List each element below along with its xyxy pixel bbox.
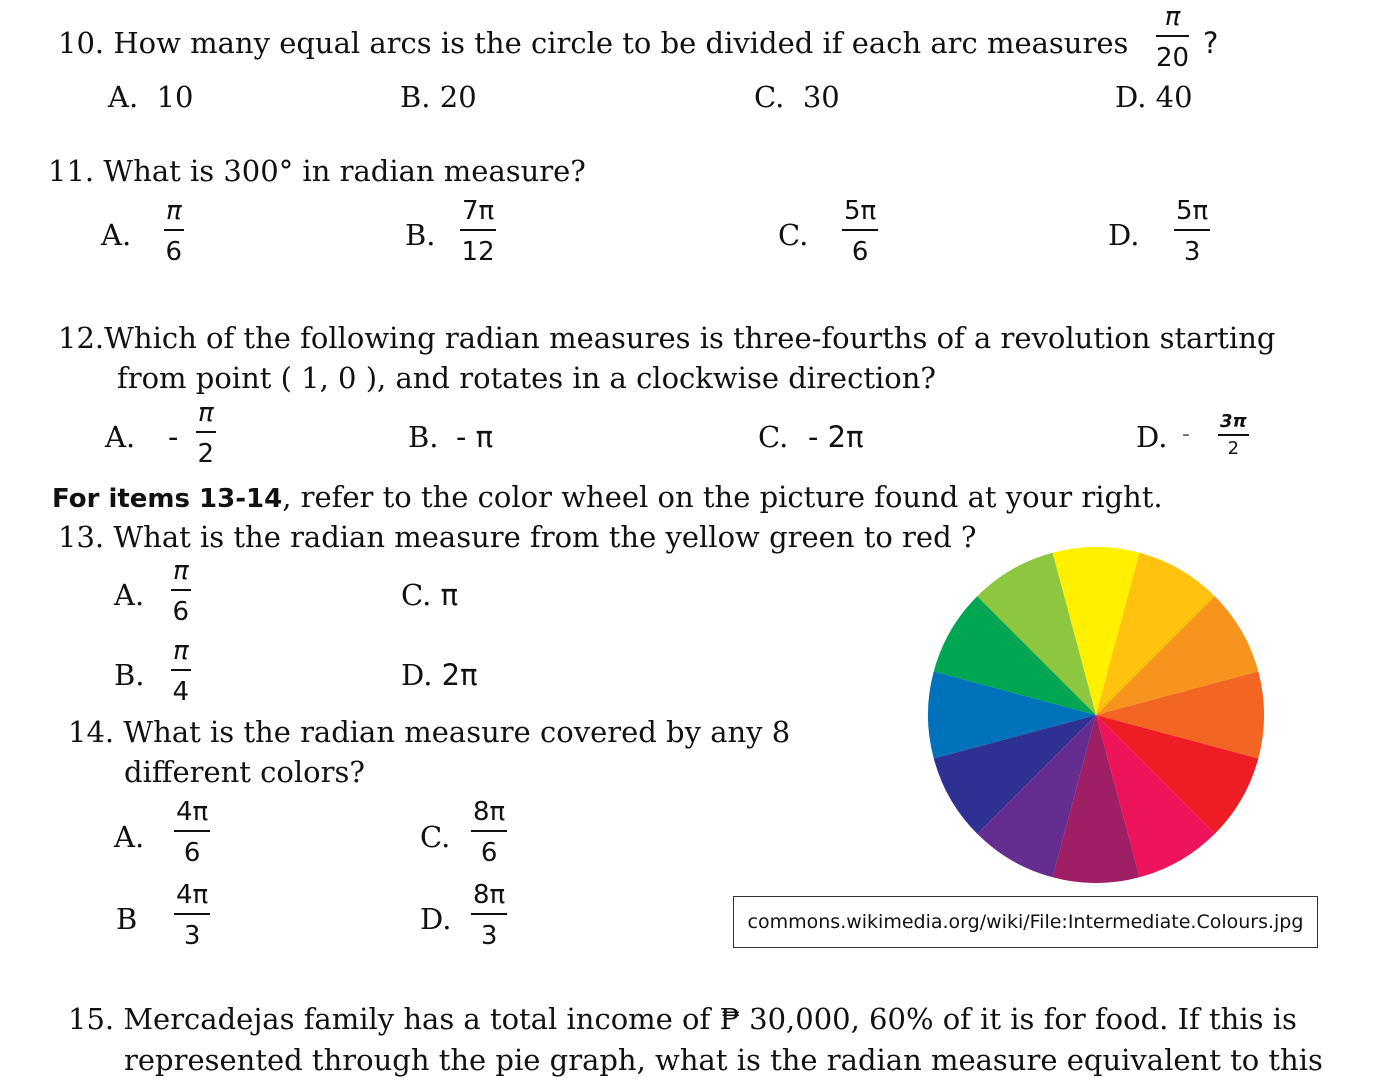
- image-credit[interactable]: commons.wikimedia.org/wiki/File:Intermediate.Colours.jpg: [733, 896, 1318, 948]
- q12-option-d-letter[interactable]: D.: [1136, 420, 1168, 454]
- fraction-bar: [471, 830, 507, 832]
- q14-option-b-fraction[interactable]: [174, 880, 210, 951]
- frac-num: 7π: [462, 196, 495, 226]
- q13-text: 13. What is the radian measure from the yellow green to red ?: [58, 520, 977, 554]
- q10-option-c[interactable]: [754, 80, 840, 114]
- q13-option-d[interactable]: [401, 658, 478, 692]
- q11-option-c-fraction[interactable]: [842, 196, 878, 267]
- q12-option-b-value[interactable]: - π: [456, 420, 494, 454]
- q12-option-c-value[interactable]: - 2π: [808, 420, 864, 454]
- q12-text-line2: from point ( 1, 0 ), and rotates in a clockwise direction?: [117, 361, 936, 395]
- q13-option-c[interactable]: [401, 578, 458, 612]
- q10-option-a[interactable]: [108, 80, 194, 114]
- q12-option-c-letter[interactable]: C.: [758, 420, 789, 454]
- q14-option-c-letter[interactable]: C.: [420, 820, 451, 854]
- q12-option-d-fraction[interactable]: [1218, 412, 1249, 459]
- q14-option-b-letter[interactable]: B: [116, 902, 138, 936]
- fraction-bar: [171, 589, 191, 591]
- frac-num: 8π: [473, 880, 506, 910]
- frac-den: 2: [197, 439, 215, 469]
- items-13-14-note: [52, 480, 1163, 516]
- q14-text-line1: 14. What is the radian measure covered by any 8: [68, 715, 791, 749]
- q13-option-a-letter[interactable]: A.: [114, 578, 145, 612]
- note-bold: For items 13-14: [52, 484, 283, 514]
- q15-text-line1: 15. Mercadejas family has a total income of ₱ 30,000, 60% of it is for food. If this is: [68, 1002, 1297, 1036]
- option-value: 40: [1155, 80, 1193, 114]
- q10-fraction: [1156, 2, 1189, 73]
- q11-option-a-fraction[interactable]: [164, 196, 184, 267]
- fraction-bar: [1218, 434, 1249, 436]
- fraction-bar: [471, 913, 507, 915]
- q11-option-a-letter[interactable]: A.: [101, 218, 132, 252]
- q13-option-b-fraction[interactable]: [171, 636, 191, 707]
- q13-option-b-letter[interactable]: B.: [114, 658, 145, 692]
- fraction-bar: [1174, 229, 1210, 231]
- q12-text-line1: 12.Which of the following radian measures is three-fourths of a revolution starting: [58, 321, 1276, 355]
- q10-frac-num: π: [1164, 2, 1181, 32]
- frac-den: 3: [1183, 237, 1201, 267]
- option-value: 20: [439, 80, 477, 114]
- q12-option-b-letter[interactable]: B.: [408, 420, 439, 454]
- q10-frac-den: 20: [1156, 43, 1190, 73]
- q14-option-a-fraction[interactable]: [174, 797, 210, 868]
- frac-den: 6: [172, 597, 190, 627]
- option-value: 2π: [441, 658, 478, 692]
- frac-den: 6: [480, 838, 498, 868]
- option-letter: B.: [400, 80, 431, 114]
- frac-den: 3: [480, 921, 498, 951]
- q11-option-b-fraction[interactable]: [460, 196, 496, 267]
- frac-den: 6: [851, 237, 869, 267]
- frac-den: 4: [172, 677, 190, 707]
- frac-num: 5π: [844, 196, 877, 226]
- frac-den: 12: [461, 237, 495, 267]
- q10-question-mark: ?: [1203, 26, 1219, 60]
- option-letter: D.: [401, 658, 433, 692]
- fraction-bar: [171, 669, 191, 671]
- frac-den: 6: [165, 237, 183, 267]
- q10-text: 10. How many equal arcs is the circle to be divided if each arc measures: [58, 26, 1129, 60]
- q12-option-a-letter[interactable]: A.: [105, 420, 136, 454]
- frac-num: π: [166, 196, 182, 226]
- q15-text-line2: represented through the pie graph, what is the radian measure equivalent to this: [124, 1043, 1323, 1077]
- option-letter: C.: [401, 578, 432, 612]
- fraction-bar: [174, 830, 210, 832]
- frac-num: 5π: [1176, 196, 1209, 226]
- q14-option-a-letter[interactable]: A.: [114, 820, 145, 854]
- fraction-bar: [1156, 35, 1189, 37]
- q11-option-d-letter[interactable]: D.: [1108, 218, 1140, 252]
- fraction-bar: [196, 431, 216, 433]
- q10-option-d[interactable]: [1115, 80, 1193, 114]
- q10-option-b[interactable]: [400, 80, 477, 114]
- fraction-bar: [842, 229, 878, 231]
- q14-text-line2: different colors?: [124, 755, 365, 789]
- fraction-bar: [174, 913, 210, 915]
- q11-option-b-letter[interactable]: B.: [405, 218, 436, 252]
- q12-option-d-sign: -: [1182, 422, 1190, 447]
- q14-option-c-fraction[interactable]: [471, 797, 507, 868]
- frac-num: π: [173, 556, 189, 586]
- option-letter: D.: [1115, 80, 1147, 114]
- frac-num: 3π: [1220, 411, 1247, 432]
- q11-option-c-letter[interactable]: C.: [778, 218, 809, 252]
- option-value: 30: [802, 80, 840, 114]
- frac-num: 4π: [176, 880, 209, 910]
- option-value: 10: [156, 80, 194, 114]
- frac-num: π: [173, 636, 189, 666]
- q12-option-a-sign: -: [168, 420, 179, 454]
- frac-den: 2: [1227, 437, 1240, 459]
- frac-den: 3: [183, 921, 201, 951]
- frac-num: 4π: [176, 797, 209, 827]
- fraction-bar: [460, 229, 496, 231]
- q11-option-d-fraction[interactable]: [1174, 196, 1210, 267]
- frac-num: 8π: [473, 797, 506, 827]
- option-value: π: [440, 578, 459, 612]
- q14-option-d-letter[interactable]: D.: [420, 902, 452, 936]
- option-letter: A.: [108, 80, 139, 114]
- q11-text: 11. What is 300° in radian measure?: [48, 154, 586, 188]
- frac-den: 6: [183, 838, 201, 868]
- q14-option-d-fraction[interactable]: [471, 880, 507, 951]
- q12-option-a-fraction[interactable]: [196, 398, 216, 469]
- color-wheel: [926, 545, 1266, 885]
- q13-option-a-fraction[interactable]: [171, 556, 191, 627]
- note-rest: , refer to the color wheel on the picture found at your right.: [282, 480, 1163, 514]
- frac-num: π: [198, 398, 214, 428]
- option-letter: C.: [754, 80, 785, 114]
- fraction-bar: [164, 229, 184, 231]
